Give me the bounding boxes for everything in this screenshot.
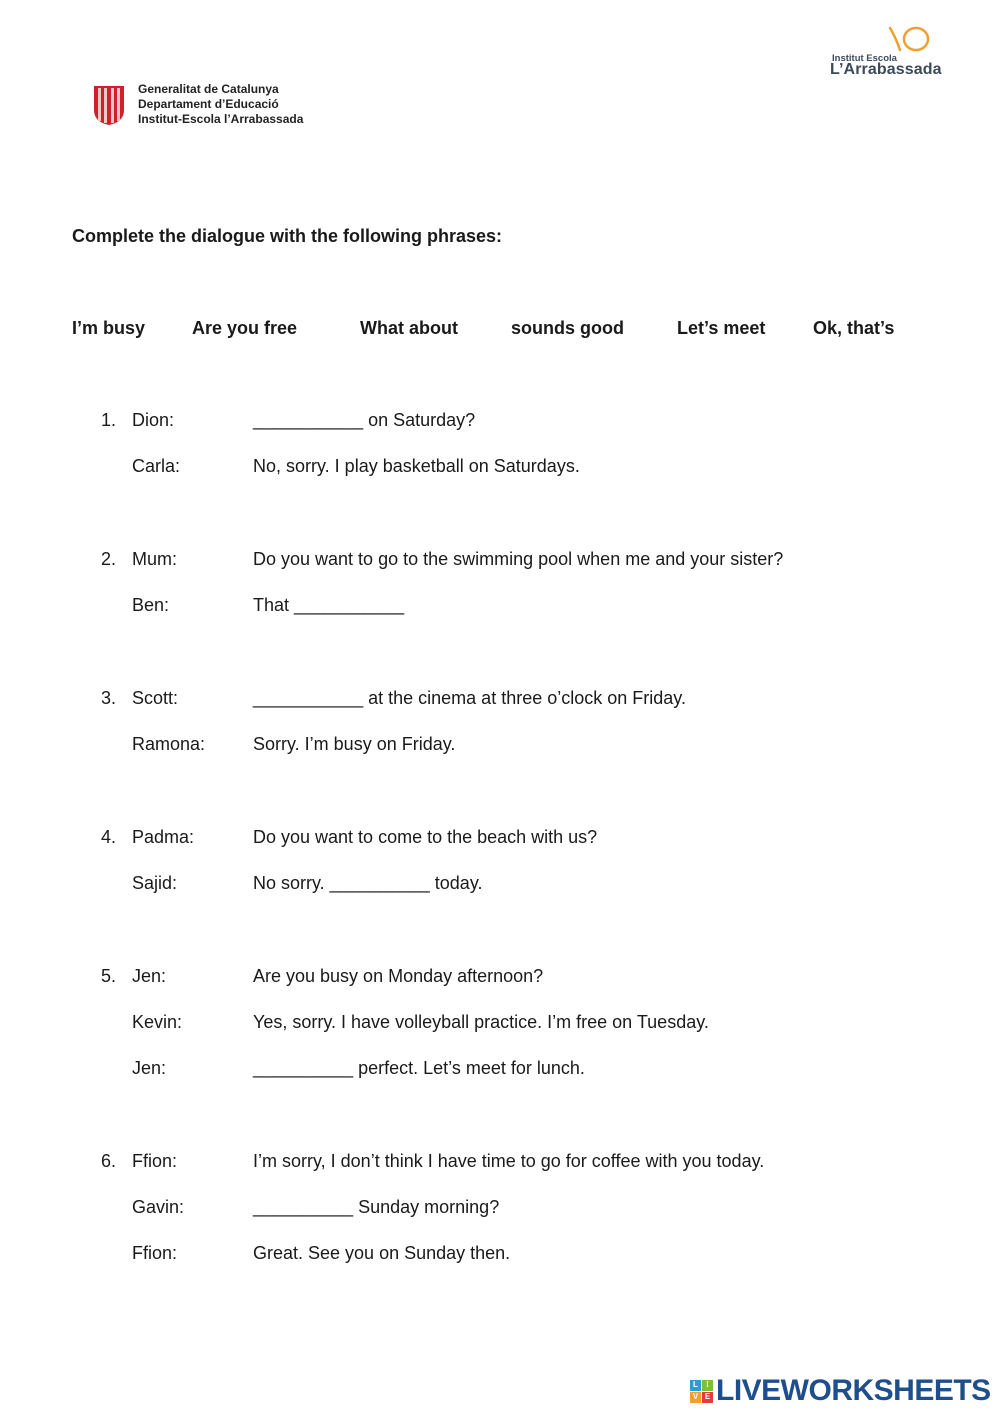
dialogue-text: ___________ at the cinema at three o’clock on Friday. [253, 688, 686, 708]
dialogue-text: Do you want to come to the beach with us? [253, 827, 598, 847]
logo-letter: I [702, 1380, 713, 1391]
exercise-number: 3. [101, 688, 117, 708]
speaker-name: Jen: [132, 966, 167, 986]
live-grid-icon [690, 1380, 713, 1403]
dialogue-line [0, 410, 1000, 434]
phrase-bank [72, 318, 932, 342]
speaker-name: Scott: [132, 688, 179, 708]
dialogue-line [0, 734, 1000, 758]
dialogue-text: Yes, sorry. I have volleyball practice. I’m free on Tuesday. [253, 1012, 709, 1032]
dialogue-line [0, 966, 1000, 990]
speaker-name: Ben: [132, 595, 170, 615]
speaker-name: Mum: [132, 549, 177, 569]
phrase-item: What about [360, 318, 458, 338]
school-logo-subtitle: Institut Escola [832, 53, 897, 64]
dialogue-line [0, 1058, 1000, 1082]
dialogue-text: That ___________ [253, 595, 405, 615]
liveworksheets-logo [690, 1374, 991, 1408]
dialogue-text: __________ Sunday morning? [253, 1197, 500, 1217]
dialogue-text: Great. See you on Sunday then. [253, 1243, 511, 1263]
phrase-item: sounds good [511, 318, 624, 338]
speaker-name: Kevin: [132, 1012, 183, 1032]
dialogue-text: __________ perfect. Let’s meet for lunch. [253, 1058, 585, 1078]
dialogue-line [0, 1197, 1000, 1221]
logo-letter: V [690, 1392, 701, 1403]
phrase-item: Ok, that’s [813, 318, 895, 338]
exercise-number: 4. [101, 827, 117, 847]
dialogue-line [0, 1151, 1000, 1175]
institution-line: Institut-Escola l’Arrabassada [138, 112, 304, 126]
phrase-item: Let’s meet [677, 318, 766, 338]
institution-text [138, 82, 303, 127]
speaker-name: Jen: [132, 1058, 167, 1078]
speaker-name: Ffion: [132, 1243, 178, 1263]
dialogue-text: No sorry. __________ today. [253, 873, 483, 893]
dialogue-line [0, 549, 1000, 573]
dialogue-text: Do you want to go to the swimming pool when me and your sister? [253, 549, 784, 569]
speaker-name: Gavin: [132, 1197, 185, 1217]
liveworksheets-wordmark: LIVEWORKSHEETS [716, 1374, 991, 1407]
arrabassada-swirl-icon [888, 24, 936, 54]
dialogue-text: Are you busy on Monday afternoon? [253, 966, 544, 986]
generalitat-seal-icon [92, 84, 126, 126]
dialogue-line [0, 595, 1000, 619]
phrase-item: Are you free [192, 318, 298, 338]
exercise-number: 2. [101, 549, 117, 569]
school-logo [830, 24, 955, 80]
logo-letter: E [702, 1392, 713, 1403]
dialogue-text: I’m sorry, I don’t think I have time to go for coffee with you today. [253, 1151, 765, 1171]
speaker-name: Sajid: [132, 873, 178, 893]
dialogue-line [0, 1243, 1000, 1267]
institution-header [92, 82, 303, 127]
dialogue-line [0, 827, 1000, 851]
exercise-number: 1. [101, 410, 117, 430]
dialogue-text: Sorry. I’m busy on Friday. [253, 734, 456, 754]
logo-letter: L [690, 1380, 701, 1391]
speaker-name: Padma: [132, 827, 195, 847]
dialogue-line [0, 456, 1000, 480]
speaker-name: Carla: [132, 456, 181, 476]
speaker-name: Ffion: [132, 1151, 178, 1171]
exercise-number: 6. [101, 1151, 117, 1171]
dialogue-line [0, 873, 1000, 897]
dialogue-line [0, 1012, 1000, 1036]
phrase-item: I’m busy [72, 318, 146, 338]
school-logo-title: L’Arrabassada [830, 61, 942, 78]
dialogue-text: ___________ on Saturday? [253, 410, 476, 430]
speaker-name: Ramona: [132, 734, 206, 754]
institution-line: Departament d’Educació [138, 97, 279, 111]
institution-line: Generalitat de Catalunya [138, 82, 279, 96]
dialogue-line [0, 688, 1000, 712]
instruction-heading: Complete the dialogue with the following phrases: [72, 226, 503, 246]
exercise-number: 5. [101, 966, 117, 986]
dialogue-text: No, sorry. I play basketball on Saturdays. [253, 456, 580, 476]
speaker-name: Dion: [132, 410, 175, 430]
